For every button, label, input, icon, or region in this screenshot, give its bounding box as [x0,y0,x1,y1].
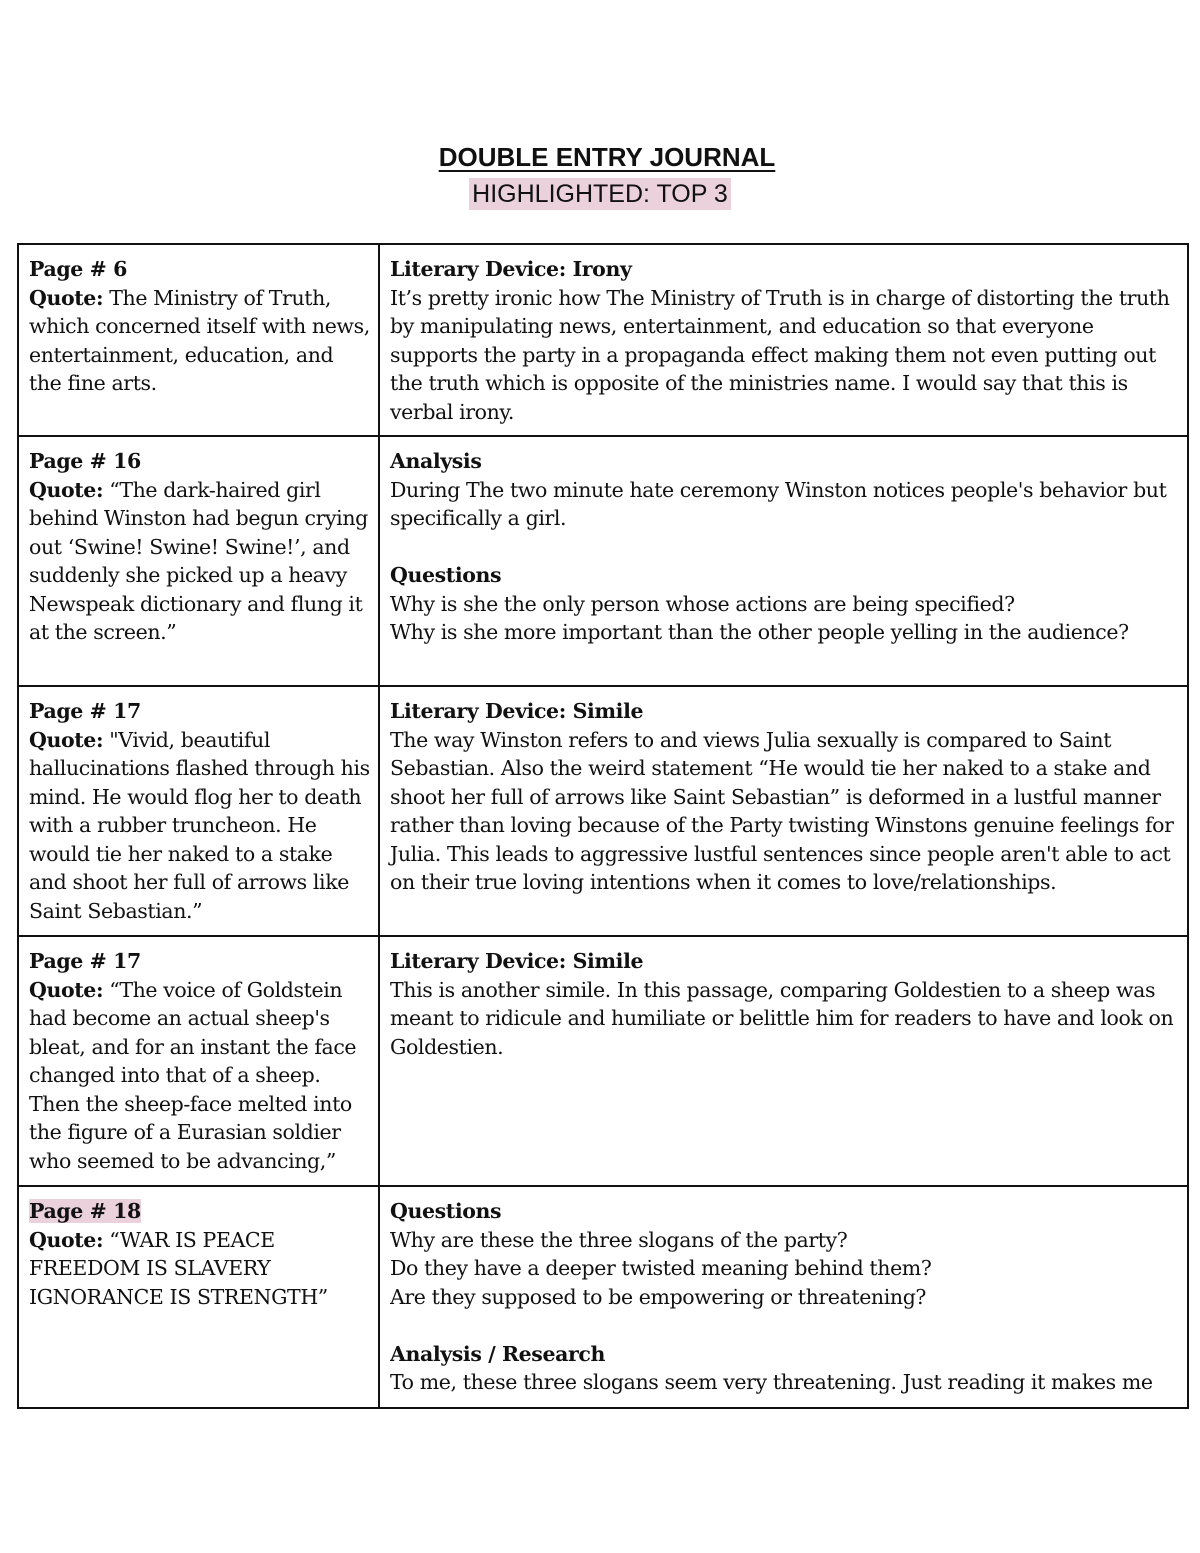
quote-cell [18,686,379,936]
slogan-line: “WAR IS PEACE [103,1227,275,1252]
slogan-line: IGNORANCE IS STRENGTH” [29,1284,328,1309]
response-cell [379,244,1188,436]
response-cell [379,436,1188,686]
table-row [18,686,1188,936]
response-heading: Analysis [390,449,482,473]
quote-body: "Vivid, beautiful hallucinations flashed through his mind. He would flog her to death with a rubber truncheon. He would tie her naked to a stake and shoot her full of arrows like Saint Sebastian.” [29,727,370,923]
response-text: This is another simile. In this passage, comparing Goldestien to a sheep was meant to ridicule and humiliate or belittle him for readers to have and look on Goldestien. [390,977,1174,1059]
quote-text [29,1226,370,1255]
quote-label: Quote: [29,727,104,752]
page-number: Page # 6 [29,257,128,281]
quote-body: “The voice of Goldstein had become an actual sheep's bleat, and for an instant the face changed into that of a sheep. Then the sheep-face melted into the figure of a Eurasian soldier who seemed to be advancing,” [29,977,357,1173]
page-number-highlighted: Page # 18 [29,1199,141,1223]
response-cell [379,936,1188,1186]
table-row [18,244,1188,436]
response-heading: Analysis / Research [390,1341,605,1366]
response-text: To me, these three slogans seem very threatening. Just reading it makes me [390,1370,1153,1394]
quote-cell [18,244,379,436]
quote-label: Quote: [29,477,104,502]
quote-cell [18,436,379,686]
response-heading: Literary Device: Simile [390,949,644,973]
question-line: Why is she the only person whose actions are being specified? [390,591,1015,616]
question-line: Do they have a deeper twisted meaning behind them? [390,1256,932,1280]
page-title: DOUBLE ENTRY JOURNAL [438,142,776,172]
response-text: During The two minute hate ceremony Winston notices people's behavior but specifically a girl. [390,477,1167,530]
page-number: Page # 17 [29,949,141,973]
quote-body: “The dark-haired girl behind Winston had begun crying out ‘Swine! Swine! Swine!’, and suddenly she picked up a heavy Newspeak dictionary and flung it at the screen.” [29,477,368,644]
response-cell [379,686,1188,936]
page-number: Page # 16 [29,449,141,473]
quote-text [29,476,370,647]
question-line: Why are these the three slogans of the party? [390,1227,848,1252]
quote-cell [18,936,379,1186]
quote-text [29,726,370,926]
quote-text [29,284,370,398]
highlight-subtitle: HIGHLIGHTED: TOP 3 [469,178,731,210]
response-heading: Questions [390,563,502,587]
response-text: The way Winston refers to and views Julia sexually is compared to Saint Sebastian. Also the weird statement “He would tie her naked to a stake and shoot her full of arrows like Saint Sebastian” is deformed in a lustful manner rather than loving because of the Party twisting Winstons genuine feelings for Julia. This leads to aggressive lustful sentences since people aren't able to act on their true loving intentions when it comes to love/relationships. [390,727,1174,894]
quote-body: The Ministry of Truth, which concerned itself with news, entertainment, education, and the fine arts. [29,285,370,395]
quote-text [29,976,370,1176]
page-number: Page # 17 [29,699,141,723]
response-cell [379,1186,1188,1408]
journal-table [17,243,1189,1409]
quote-cell [18,1186,379,1408]
response-text: It’s pretty ironic how The Ministry of Truth is in charge of distorting the truth by manipulating news, entertainment, and education so that everyone supports the party in a propaganda effect making them not even putting out the truth which is opposite of the ministries name. I would say that this is verbal irony. [390,285,1170,424]
journal-header [0,140,1200,210]
response-heading: Questions [390,1199,502,1223]
question-line: Why is she more important than the other people yelling in the audience? [390,620,1129,644]
table-row [18,436,1188,686]
response-heading: Literary Device: Irony [390,257,632,281]
table-row [18,1186,1188,1408]
quote-label: Quote: [29,977,104,1002]
table-row [18,936,1188,1186]
response-heading: Literary Device: Simile [390,699,644,723]
quote-label: Quote: [29,1227,104,1252]
question-line: Are they supposed to be empowering or threatening? [390,1284,927,1309]
quote-label: Quote: [29,285,104,310]
slogan-line: FREEDOM IS SLAVERY [29,1256,271,1280]
